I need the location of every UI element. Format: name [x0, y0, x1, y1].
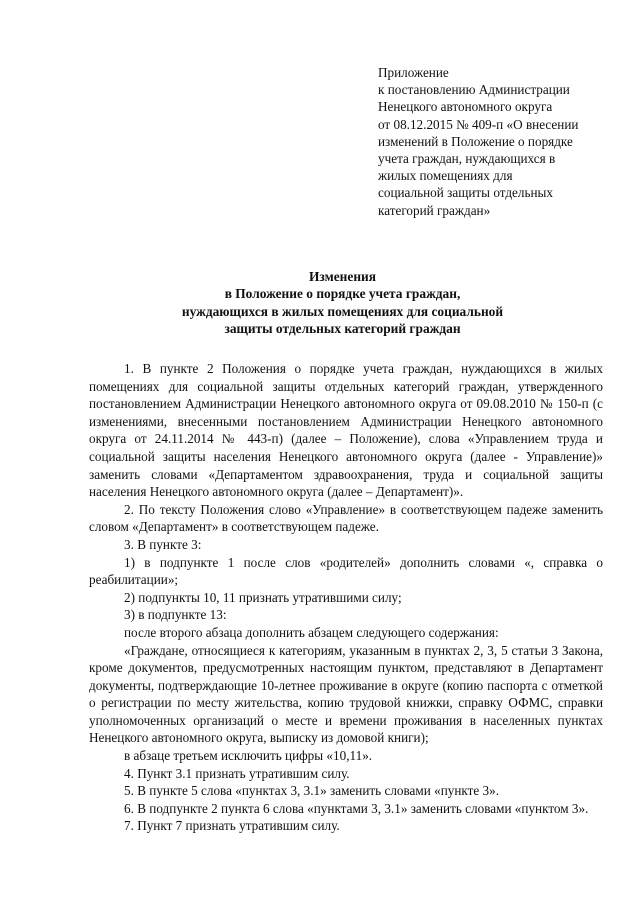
- paragraph-3-3-tail: в абзаце третьем исключить цифры «10,11».: [124, 748, 373, 764]
- paragraph-7: 7. Пункт 7 признать утратившим силу.: [124, 818, 340, 834]
- paragraph-3-3: 3) в подпункте 13:: [124, 607, 227, 623]
- appendix-block: [378, 64, 608, 219]
- appendix-line: Приложение: [378, 65, 449, 80]
- appendix-line: Ненецкого автономного округа: [378, 99, 553, 115]
- appendix-line: жилых помещениях для: [378, 168, 513, 184]
- paragraph-3-1: 1) в подпункте 1 после слов «родителей» дополнить словами «, справка о реабилитации»;: [89, 554, 603, 588]
- paragraph-3: 3. В пункте 3:: [124, 536, 202, 552]
- paragraph-1: 1. В пункте 2 Положения о порядке учета граждан, нуждающихся в жилых помещениях для социальной защиты отдельных категорий граждан, утвержденного постановлением Администрации Ненецкого автономного округа от 09.08.2010 № 150-п (с изменениями, внесенными постановлением Администрации Ненецкого автономного округа от 24.11.2014 № 443-п) (далее – Положение), слова «Управлением труда и социальной защиты населения Ненецкого автономного округа (далее - Управление)» заменить словами «Департаментом здравоохранения, труда и социальной защиты населения Ненецкого автономного округа (далее – Департамент)».: [89, 361, 603, 500]
- appendix-line: к постановлению Администрации: [378, 82, 570, 98]
- paragraph-3-3-quote: «Граждане, относящиеся к категориям, указанным в пунктах 2, 3, 5 статьи 3 Закона, кроме документов, предусмотренных настоящим пунктом, представляют в Департамент документы, подтверждающие 10-летнее проживание в округе (копию паспорта с отметкой о регистрации по месту жительства, копию трудовой книжки, справку ОФМС, справки уполномоченных организаций о месте и времени проживания в населенных пунктах Ненецкого автономного округа, выписку из домовой книги);: [89, 642, 603, 746]
- appendix-line: от 08.12.2015 № 409-п «О внесении: [378, 116, 579, 132]
- document-title: [80, 268, 605, 338]
- title-line: Изменения: [308, 269, 376, 284]
- title-line: нуждающихся в жилых помещениях для социальной: [181, 303, 504, 319]
- document-body: [89, 360, 603, 835]
- title-line: защиты отдельных категорий граждан: [224, 321, 461, 337]
- paragraph-6: 6. В подпункте 2 пункта 6 слова «пунктами 3, 3.1» заменить словами «пунктом 3».: [124, 800, 589, 816]
- title-line: в Положение о порядке учета граждан,: [224, 286, 461, 302]
- appendix-line: учета граждан, нуждающихся в: [378, 151, 556, 167]
- paragraph-3-2: 2) подпункты 10, 11 признать утратившими силу;: [124, 589, 402, 605]
- appendix-line: категорий граждан»: [378, 202, 491, 218]
- paragraph-2: 2. По тексту Положения слово «Управление» в соответствующем падеже заменить словом «Департамент» в соответствующем падеже.: [89, 501, 603, 535]
- appendix-line: социальной защиты отдельных: [378, 185, 554, 201]
- paragraph-4: 4. Пункт 3.1 признать утратившим силу.: [124, 765, 350, 781]
- appendix-line: изменений в Положение о порядке: [378, 133, 573, 149]
- paragraph-3-3-intro: после второго абзаца дополнить абзацем следующего содержания:: [124, 624, 499, 640]
- paragraph-5: 5. В пункте 5 слова «пунктах 3, 3.1» заменить словами «пункте 3».: [124, 783, 500, 799]
